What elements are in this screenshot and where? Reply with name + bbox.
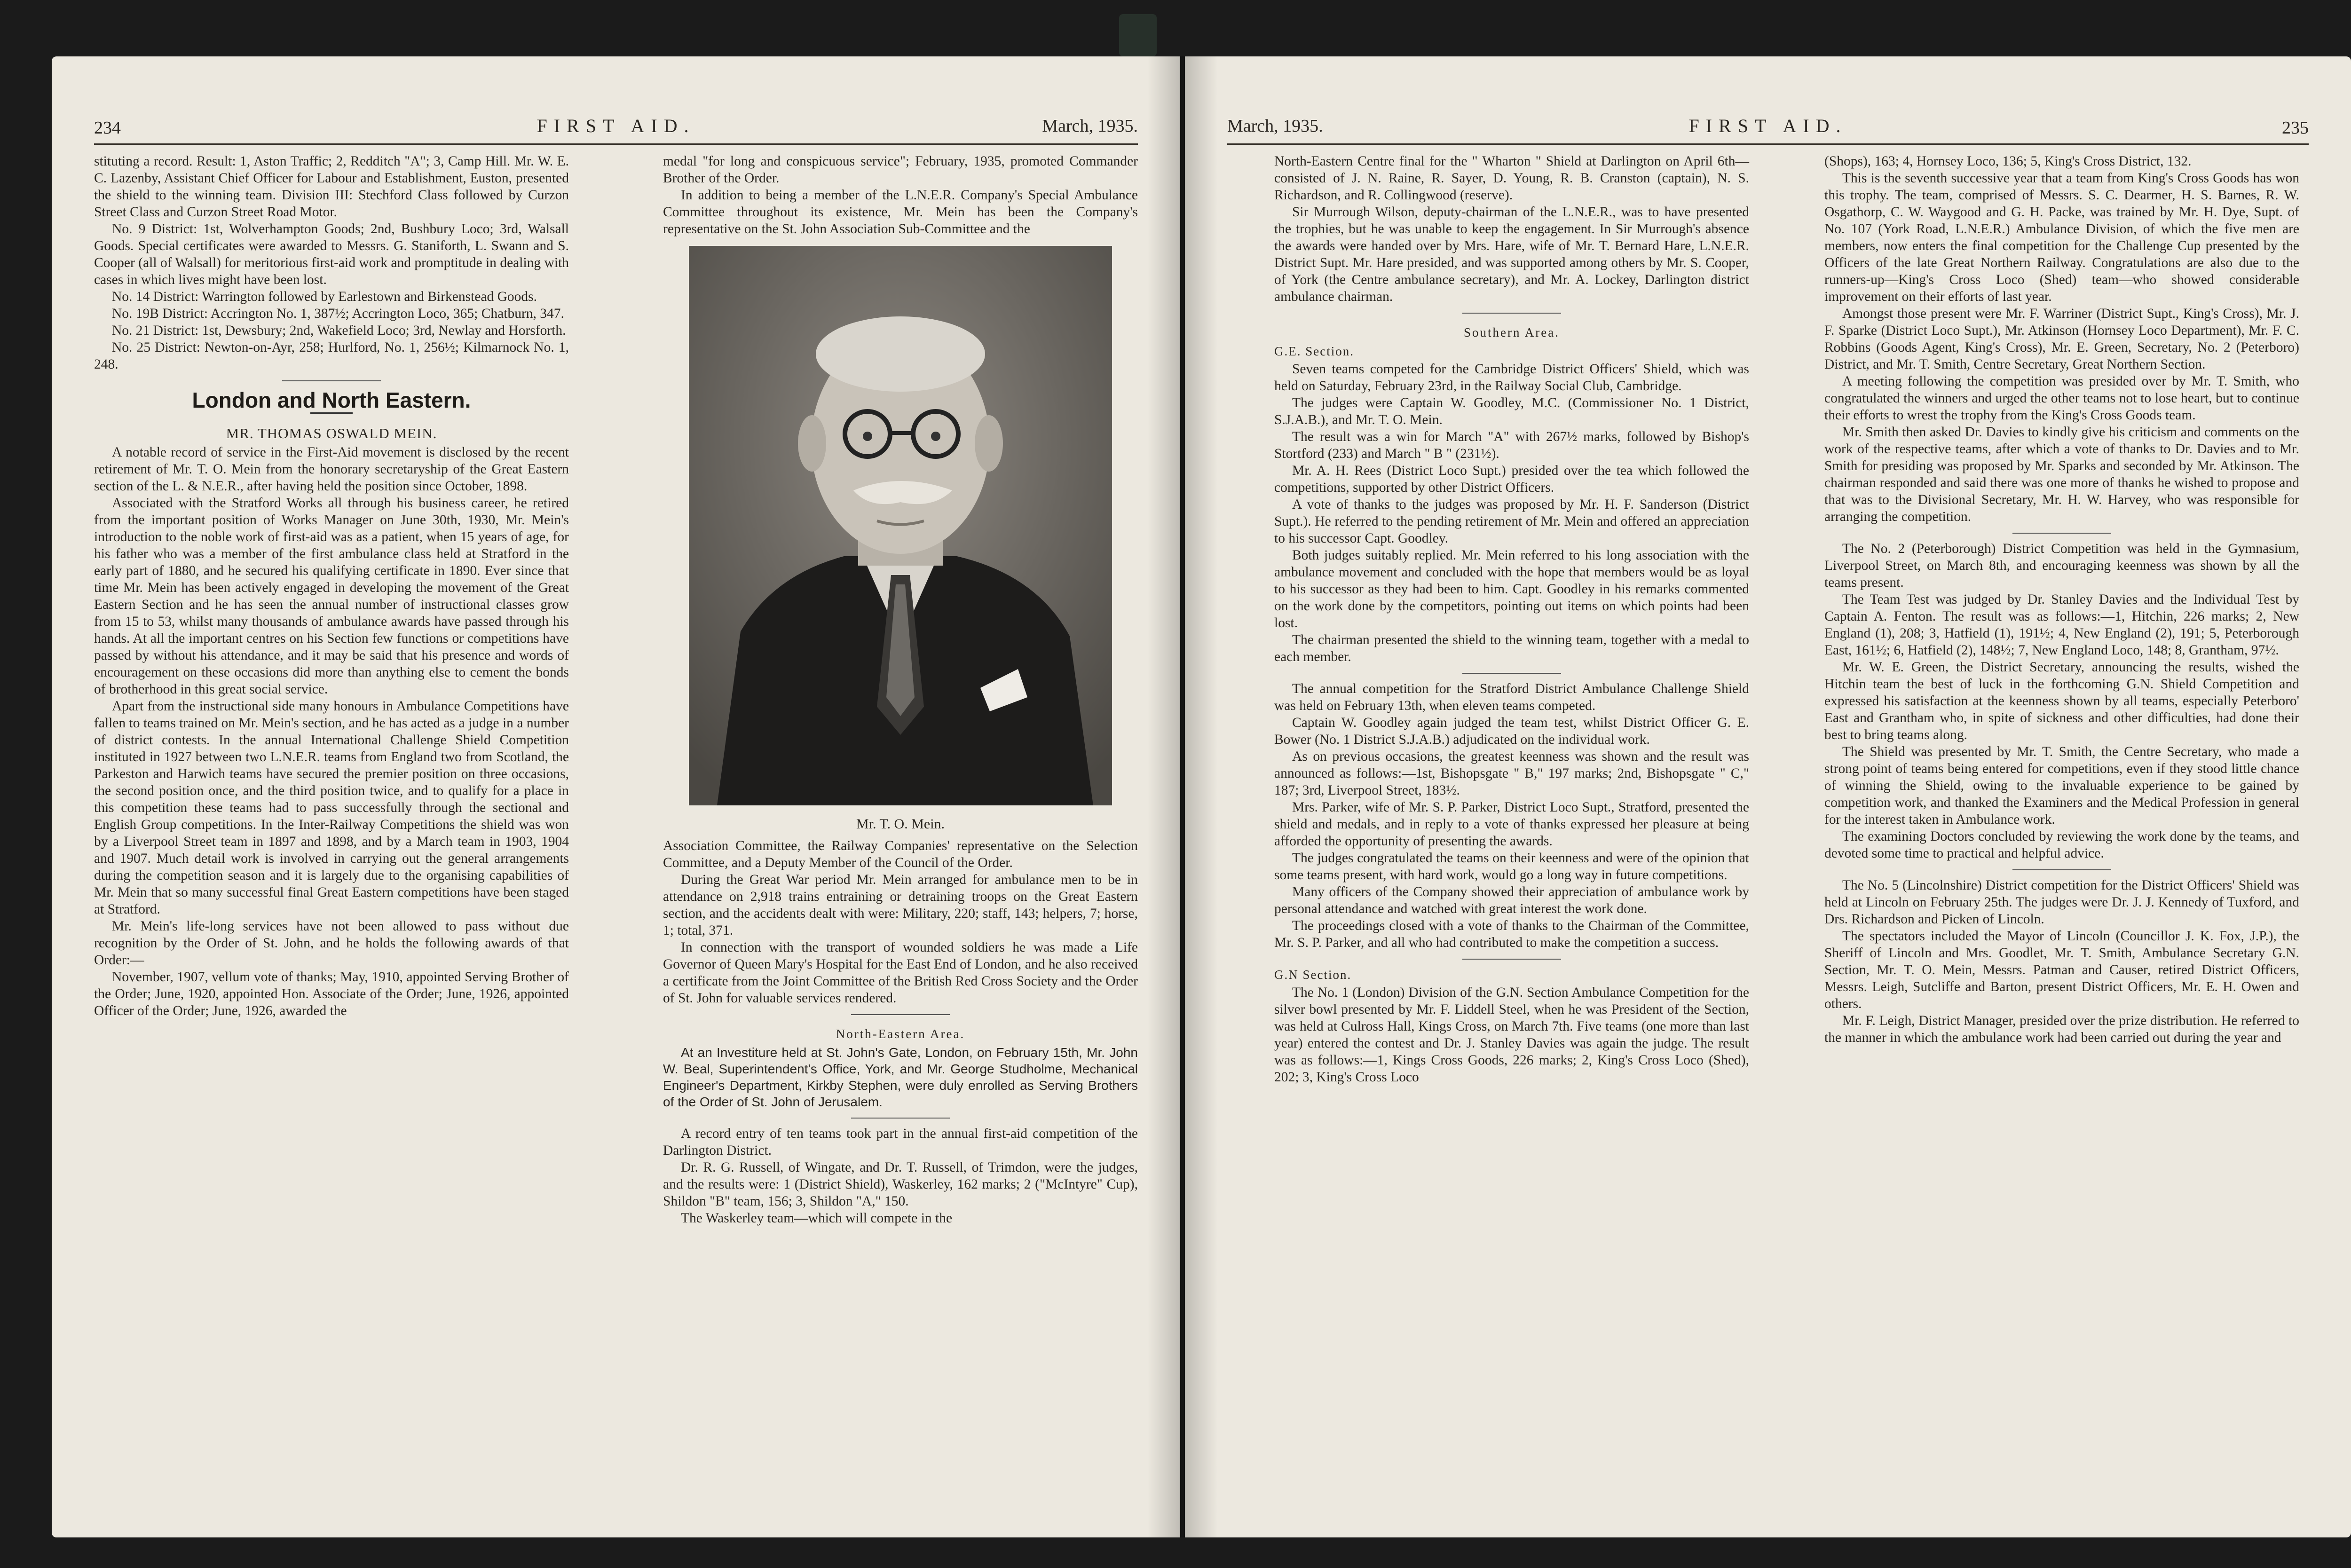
paragraph: A notable record of service in the First-Aid movement is disclosed by the recent retirement of Mr. T. O. Mein from the honorary secretaryship of the Great Eastern section of the L. & N.E.R., after having held the position since October, 1898. [94, 445, 569, 494]
paragraph: The result was a win for March "A" with 267½ marks, followed by Bishop's Stortford (233) and March " B " (231½). [1274, 429, 1749, 461]
paragraph: As on previous occasions, the greatest keenness was shown and the result was announced as follows:—1st, Bishopsgate " B," 197 marks; 2nd, Bishopsgate " C," 187; 3rd, Liverpool Street, 183½. [1274, 749, 1749, 798]
divider [851, 1118, 950, 1119]
area-heading: Southern Area. [1464, 325, 1560, 339]
paragraph: The No. 1 (London) Division of the G.N. Section Ambulance Competition for the silver bowl presented by Mr. F. Liddell Steel, when he was President of the Section, was held at Culross Hall, Kings Cross, on March 7th. Five teams (one more than last year) entered the contest and Dr. J. Stanley Davies was again the judge. The result was as follows:—1, Kings Cross Goods, 226 marks; 2, King's Cross Loco (Shed), 202; 3, King's Cross Loco [1274, 985, 1749, 1085]
paragraph: Amongst those present were Mr. F. Warriner (District Supt., King's Cross), Mr. J. F. Sparke (District Loco Supt.), Mr. Atkinson (Hornsey Loco Department), Mr. F. C. Robbins (Goods Agent, King's Cross), Mr. E. Green, Secretary, No. 2 (Peterboro) District, and Mr. T. Smith, Centre Secretary, Great Northern Section. [1824, 306, 2299, 372]
divider [851, 1014, 950, 1015]
article-text [663, 1125, 1138, 1227]
paragraph: The No. 2 (Peterborough) District Competition was held in the Gymnasium, Liverpool Street, on March 8th, and encouraging keenness was shown by all the teams present. [1824, 541, 2299, 590]
paragraph: Associated with the Stratford Works all through his business career, he retired from the important position of Works Manager on June 30th, 1930, Mr. Mein's introduction to the noble work of first-aid was as a patient, when 15 years of age, for his father who was a member of the first ambulance class held at Stratford in the early part of 1880, and he secured his qualifying certificate in 1890. Ever since that time Mr. Mein has been actively engaged in developing the movement of the Great Eastern Section and he has seen the annual number of instructional classes grow from 15 to 53, whilst many thousands of ambulance awards have passed through his hands. At all the important centres on his Section few functions or competitions have passed by without his attendance, and it may be said that his presence and words of encouragement on these occasions did more than anything else to cement the bonds of brotherhood in this great social service. [94, 496, 569, 697]
section-title: London and North Eastern. [192, 388, 471, 412]
paragraph: Mr. F. Leigh, District Manager, presided over the prize distribution. He referred to the manner in which the ambulance work had been carried out during the year and [1824, 1013, 2299, 1045]
paragraph: Mr. W. E. Green, the District Secretary, announcing the results, wished the Hitchin team the best of luck in the forthcoming G.N. Shield Competition and expressed his satisfaction at the keenness shown by all teams, especially Peterboro' East and Grantham who, in spite of sickness and other difficulties, had done their best to bring teams along. [1824, 660, 2299, 742]
issue-date: March, 1935. [1227, 116, 1323, 136]
paragraph: No. 25 District: Newton-on-Ayr, 258; Hurlford, No. 1, 256½; Kilmarnock No. 1, 248. [94, 340, 569, 372]
paragraph: The judges were Captain W. Goodley, M.C. (Commissioner No. 1 District, S.J.A.B.), and Mr. T. O. Mein. [1274, 395, 1749, 427]
investiture-notice: At an Investiture held at St. John's Gate, London, on February 15th, Mr. John W. Beal, Superintendent's Office, York, and Mr. George Studholme, Mechanical Engineer's Department, Kirkby Stephen, were duly enrolled as Serving Brothers of the Order of St. John of Jerusalem. [663, 1045, 1138, 1109]
paragraph: Association Committee, the Railway Companies' representative on the Selection Committee, and a Deputy Member of the Council of the Order. [663, 838, 1138, 870]
paragraph: Apart from the instructional side many honours in Ambulance Competitions have fallen to teams trained on Mr. Mein's section, and he has acted as a judge in a number of district contests. In the annual International Challenge Shield Competition instituted in 1927 between two L.N.E.R. teams from England two from Scotland, the Parkeston and Harwich teams have secured the premier position on three occasions, the second position once, and the third position twice, and to qualify for a place in this competition these teams had to pass successfully through the sectional and English Group competitions. In the Inter-Railway Competitions the shield was won by a Liverpool Street team in 1897 and 1898, and by a March team in 1903, 1904 and 1907. Much detail work is involved in carrying out the general arrangements during the competition season and it is largely due to the organising capabilities of Mr. Mein that so many successful final Great Eastern competitions have been staged at Stratford. [94, 699, 569, 917]
paragraph: The proceedings closed with a vote of thanks to the Chairman of the Committee, Mr. S. P. Parker, and all who had contributed to make the competition a success. [1274, 918, 1749, 950]
section-heading: G.E. Section. [1274, 344, 1354, 358]
paragraph: In addition to being a member of the L.N.E.R. Company's Special Ambulance Committee throughout its existence, Mr. Mein has been the Company's representative on the St. John Association Sub-Committee and the [663, 188, 1138, 236]
left-page [52, 56, 1180, 1537]
paragraph: No. 9 District: 1st, Wolverhampton Goods; 2nd, Bushbury Loco; 3rd, Walsall Goods. Special certificates were awarded to Messrs. G. Staniforth, L. Swann and S. Cooper (all of Walsall) for meritorious first-aid work and promptitude in dealing with cases in which lives might have been lost. [94, 221, 569, 287]
divider [1462, 313, 1561, 314]
paragraph: medal "for long and conspicuous service"; February, 1935, promoted Commander Brother of the Order. [663, 154, 1138, 186]
right-page [1185, 56, 2351, 1537]
person-heading: MR. THOMAS OSWALD MEIN. [226, 425, 437, 441]
paragraph: The spectators included the Mayor of Lincoln (Councillor J. K. Fox, J.P.), the Sheriff of Lincoln and Mrs. Goodlet, Mr. T. Smith, Ambulance Secretary G.N. Section, Mr. T. O. Mein, Messrs. Patman and Causer, retired District Officers, Messrs. Leigh, Sutcliffe and Barton, present District Officers, Mr. E. H. Owen and others. [1824, 929, 2299, 1011]
paragraph: The Waskerley team—which will compete in the [681, 1211, 953, 1226]
paragraph: A meeting following the competition was presided over by Mr. T. Smith, who congratulated the winners and urged the other teams not to lose heart, but to continue their efforts to wrest the trophy from the King's Cross Goods team. [1824, 374, 2299, 423]
magazine-title: FIRST AID. [536, 115, 695, 136]
article-text [1274, 153, 1749, 305]
paragraph: No. 14 District: Warrington followed by Earlestown and Birkenstead Goods. [112, 289, 537, 304]
right-page-column-2 [1824, 153, 2299, 1046]
paragraph: The Team Test was judged by Dr. Stanley Davies and the Individual Test by Captain A. Fenton. The result was as follows:—1, Hitchin, 226 marks; 2, New England (1), 208; 3, Hatfield (1), 191½; 4, New England (2), 191; 5, Peterborough East, 161½; 6, Hatfield (2), 148½; 7, New England Loco, 148; 8, Grantham, 97½. [1824, 592, 2299, 658]
article-text [1274, 984, 1749, 1086]
article-text [1824, 877, 2299, 1046]
magazine-title: FIRST AID. [1688, 115, 1847, 136]
paragraph: Mrs. Parker, wife of Mr. S. P. Parker, District Loco Supt., Stratford, presented the shield and medals, and in reply to a vote of thanks expressed her pleasure at being afforded the opportunity of presenting the awards. [1274, 800, 1749, 849]
issue-date: March, 1935. [1042, 116, 1138, 136]
left-page-column-1 [94, 153, 569, 1019]
paragraph: Mr. Smith then asked Dr. Davies to kindly give his criticism and comments on the work of the respective teams, after which a vote of thanks to Dr. Davies and to Mr. Smith for presiding was proposed by Mr. Sparks and seconded by Mr. Atkinson. The chairman responded and said there was one more of thanks he wished to propose and that was to the Divisional Secretary, Mr. H. W. Harvey, who was responsible for arranging the competition. [1824, 425, 2299, 524]
article-text [1274, 361, 1749, 665]
divider [1462, 959, 1561, 960]
paragraph: The chairman presented the shield to the winning team, together with a medal to each member. [1274, 632, 1749, 664]
paragraph: November, 1907, vellum vote of thanks; May, 1910, appointed Serving Brother of the Order; June, 1920, appointed Hon. Associate of the Order; June, 1926, appointed Officer of the Order; June, 1926, awarded the [94, 969, 569, 1018]
divider [310, 412, 353, 414]
paragraph: The examining Doctors concluded by reviewing the work done by the teams, and devoted some time to practical and helpful advice. [1824, 829, 2299, 861]
paragraph: The annual competition for the Stratford District Ambulance Challenge Shield was held on February 13th, when eleven teams competed. [1274, 681, 1749, 713]
section-heading: G.N Section. [1274, 968, 1352, 982]
paragraph: Sir Murrough Wilson, deputy-chairman of the L.N.E.R., was to have presented the trophies, but he was unable to keep the engagement. In Sir Murrough's absence the awards were handed over by Mrs. Hare, wife of Mr. T. Bernard Hare, L.N.E.R. District Supt. Mr. Hare presided, and was supported among others by Mr. S. Cooper, of York (the Centre ambulance secretary), and Mr. A. Lockey, Darlington district ambulance chairman. [1274, 205, 1749, 304]
paragraph: Captain W. Goodley again judged the team test, whilst District Officer G. E. Bower (No. 1 District S.J.A.B.) adjudicated on the individual work. [1274, 715, 1749, 747]
portrait-photo [689, 246, 1112, 805]
left-page-header [94, 113, 1138, 141]
article-text [1274, 680, 1749, 951]
paragraph: Mr. Mein's life-long services have not been allowed to pass without due recognition by the Order of St. John, and he holds the following awards of that Order:— [94, 919, 569, 968]
paragraph: The No. 5 (Lincolnshire) District competition for the District Officers' Shield was held at Lincoln on February 25th. The judges were Dr. J. J. Kennedy of Tuxford, and Drs. Richardson and Picken of Lincoln. [1824, 878, 2299, 927]
paragraph: No. 19B District: Accrington No. 1, 387½; Accrington Loco, 365; Chatburn, 347. [112, 306, 564, 321]
paragraph: This is the seventh successive year that a team from King's Cross Goods has won this trophy. The team, comprised of Messrs. S. C. Dearmer, H. S. Barnes, R. W. Osgathorp, C. W. Waygood and G. H. Packe, was trained by Mr. H. Dye, Supt. of No. 107 (York Road, L.N.E.R.) Ambulance Division, of which the five men are members, now enters the final competition for the Challenge Cup presented by the Officers of the late Great Northern Railway. Congratulations are also due to the runners-up—King's Cross Loco (Shed) team—who showed considerable improvement on their efforts of last year. [1824, 171, 2299, 304]
article-text [94, 444, 569, 1019]
paragraph: During the Great War period Mr. Mein arranged for ambulance men to be in attendance on 2,918 trains entraining or detraining troops on the Great Eastern section, and the accidents dealt with were: Military, 220; staff, 143; helpers, 7; horse, 1; total, 371. [663, 872, 1138, 938]
area-heading: North-Eastern Area. [836, 1027, 965, 1041]
paragraph: A vote of thanks to the judges was proposed by Mr. H. F. Sanderson (District Supt.). He referred to the pending retirement of Mr. Mein and offered an appreciation to his successor Capt. Goodley. [1274, 497, 1749, 546]
article-text [663, 837, 1138, 1007]
background-object [1119, 14, 1157, 56]
divider [282, 380, 381, 381]
article-text [663, 153, 1138, 237]
portrait-illustration [689, 246, 1112, 805]
paragraph: A record entry of ten teams took part in the annual first-aid competition of the Darlington District. [663, 1126, 1138, 1158]
paragraph: (Shops), 163; 4, Hornsey Loco, 136; 5, King's Cross District, 132. [1824, 154, 2192, 169]
paragraph: North-Eastern Centre final for the " Wharton " Shield at Darlington on April 6th—consisted of J. N. Raine, R. Sayer, D. Young, R. B. Cranston (captain), N. S. Richardson, and R. Collingwood (reserve). [1274, 154, 1749, 203]
article-text [1824, 153, 2299, 525]
page-number: 234 [94, 118, 121, 138]
intro-text [94, 153, 569, 373]
paragraph: Dr. R. G. Russell, of Wingate, and Dr. T. Russell, of Trimdon, were the judges, and the results were: 1 (District Shield), Waskerley, 162 marks; 2 ("McIntyre" Cup), Shildon "B" team, 156; 3, Shildon "A," 150. [663, 1160, 1138, 1209]
paragraph: Many officers of the Company showed their appreciation of ambulance work by personal attendance and watched with great interest the work done. [1274, 884, 1749, 916]
divider [2012, 869, 2111, 870]
paragraph: Both judges suitably replied. Mr. Mein referred to his long association with the ambulance movement and concluded with the hope that members would be as loyal to his successor as they had been to him. Capt. Goodley in his remarks commented on the work done by the competitors, pointing out items on which points had been lost. [1274, 548, 1749, 630]
paragraph: Mr. A. H. Rees (District Loco Supt.) presided over the tea which followed the competitions, supported by other District Officers. [1274, 463, 1749, 495]
divider [1462, 673, 1561, 674]
paragraph: No. 21 District: 1st, Dewsbury; 2nd, Wakefield Loco; 3rd, Newlay and Horsforth. [112, 323, 566, 338]
divider [2012, 533, 2111, 534]
paragraph: Seven teams competed for the Cambridge District Officers' Shield, which was held on Saturday, February 23rd, in the Railway Social Club, Cambridge. [1274, 362, 1749, 394]
paragraph: The Shield was presented by Mr. T. Smith, the Centre Secretary, who made a strong point of teams being entered for competitions, even if they stood little chance of winning the Shield, owing to the invaluable experience to be gained by competition work, and thanked the Examiners and the Medical Profession in general for the interest taken in Ambulance work. [1824, 744, 2299, 827]
page-number: 235 [2282, 118, 2309, 138]
article-text [1824, 540, 2299, 862]
paragraph: In connection with the transport of wounded soldiers he was made a Life Governor of Queen Mary's Hospital for the East End of London, and he also received a certificate from the Joint Committee of the British Red Cross Society and the Order of St. John for valuable services rendered. [663, 940, 1138, 1006]
photo-caption: Mr. T. O. Mein. [856, 816, 945, 832]
paragraph: The judges congratulated the teams on their keenness and were of the opinion that some teams present, with hard work, would go a long way in future competitions. [1274, 851, 1749, 882]
right-page-header [1227, 113, 2309, 141]
right-page-column-1 [1274, 153, 1749, 1086]
header-rule [1227, 143, 2309, 145]
header-rule [94, 143, 1138, 145]
left-page-column-2 [663, 153, 1138, 1227]
paragraph: stituting a record. Result: 1, Aston Traffic; 2, Redditch "A"; 3, Camp Hill. Mr. W. E. C. Lazenby, Assistant Chief Officer for Labour and Establishment, Euston, presented the shield to the winning team. Division III: Stechford Class followed by Curzon Street Class and Curzon Street Road Motor. [94, 154, 569, 220]
